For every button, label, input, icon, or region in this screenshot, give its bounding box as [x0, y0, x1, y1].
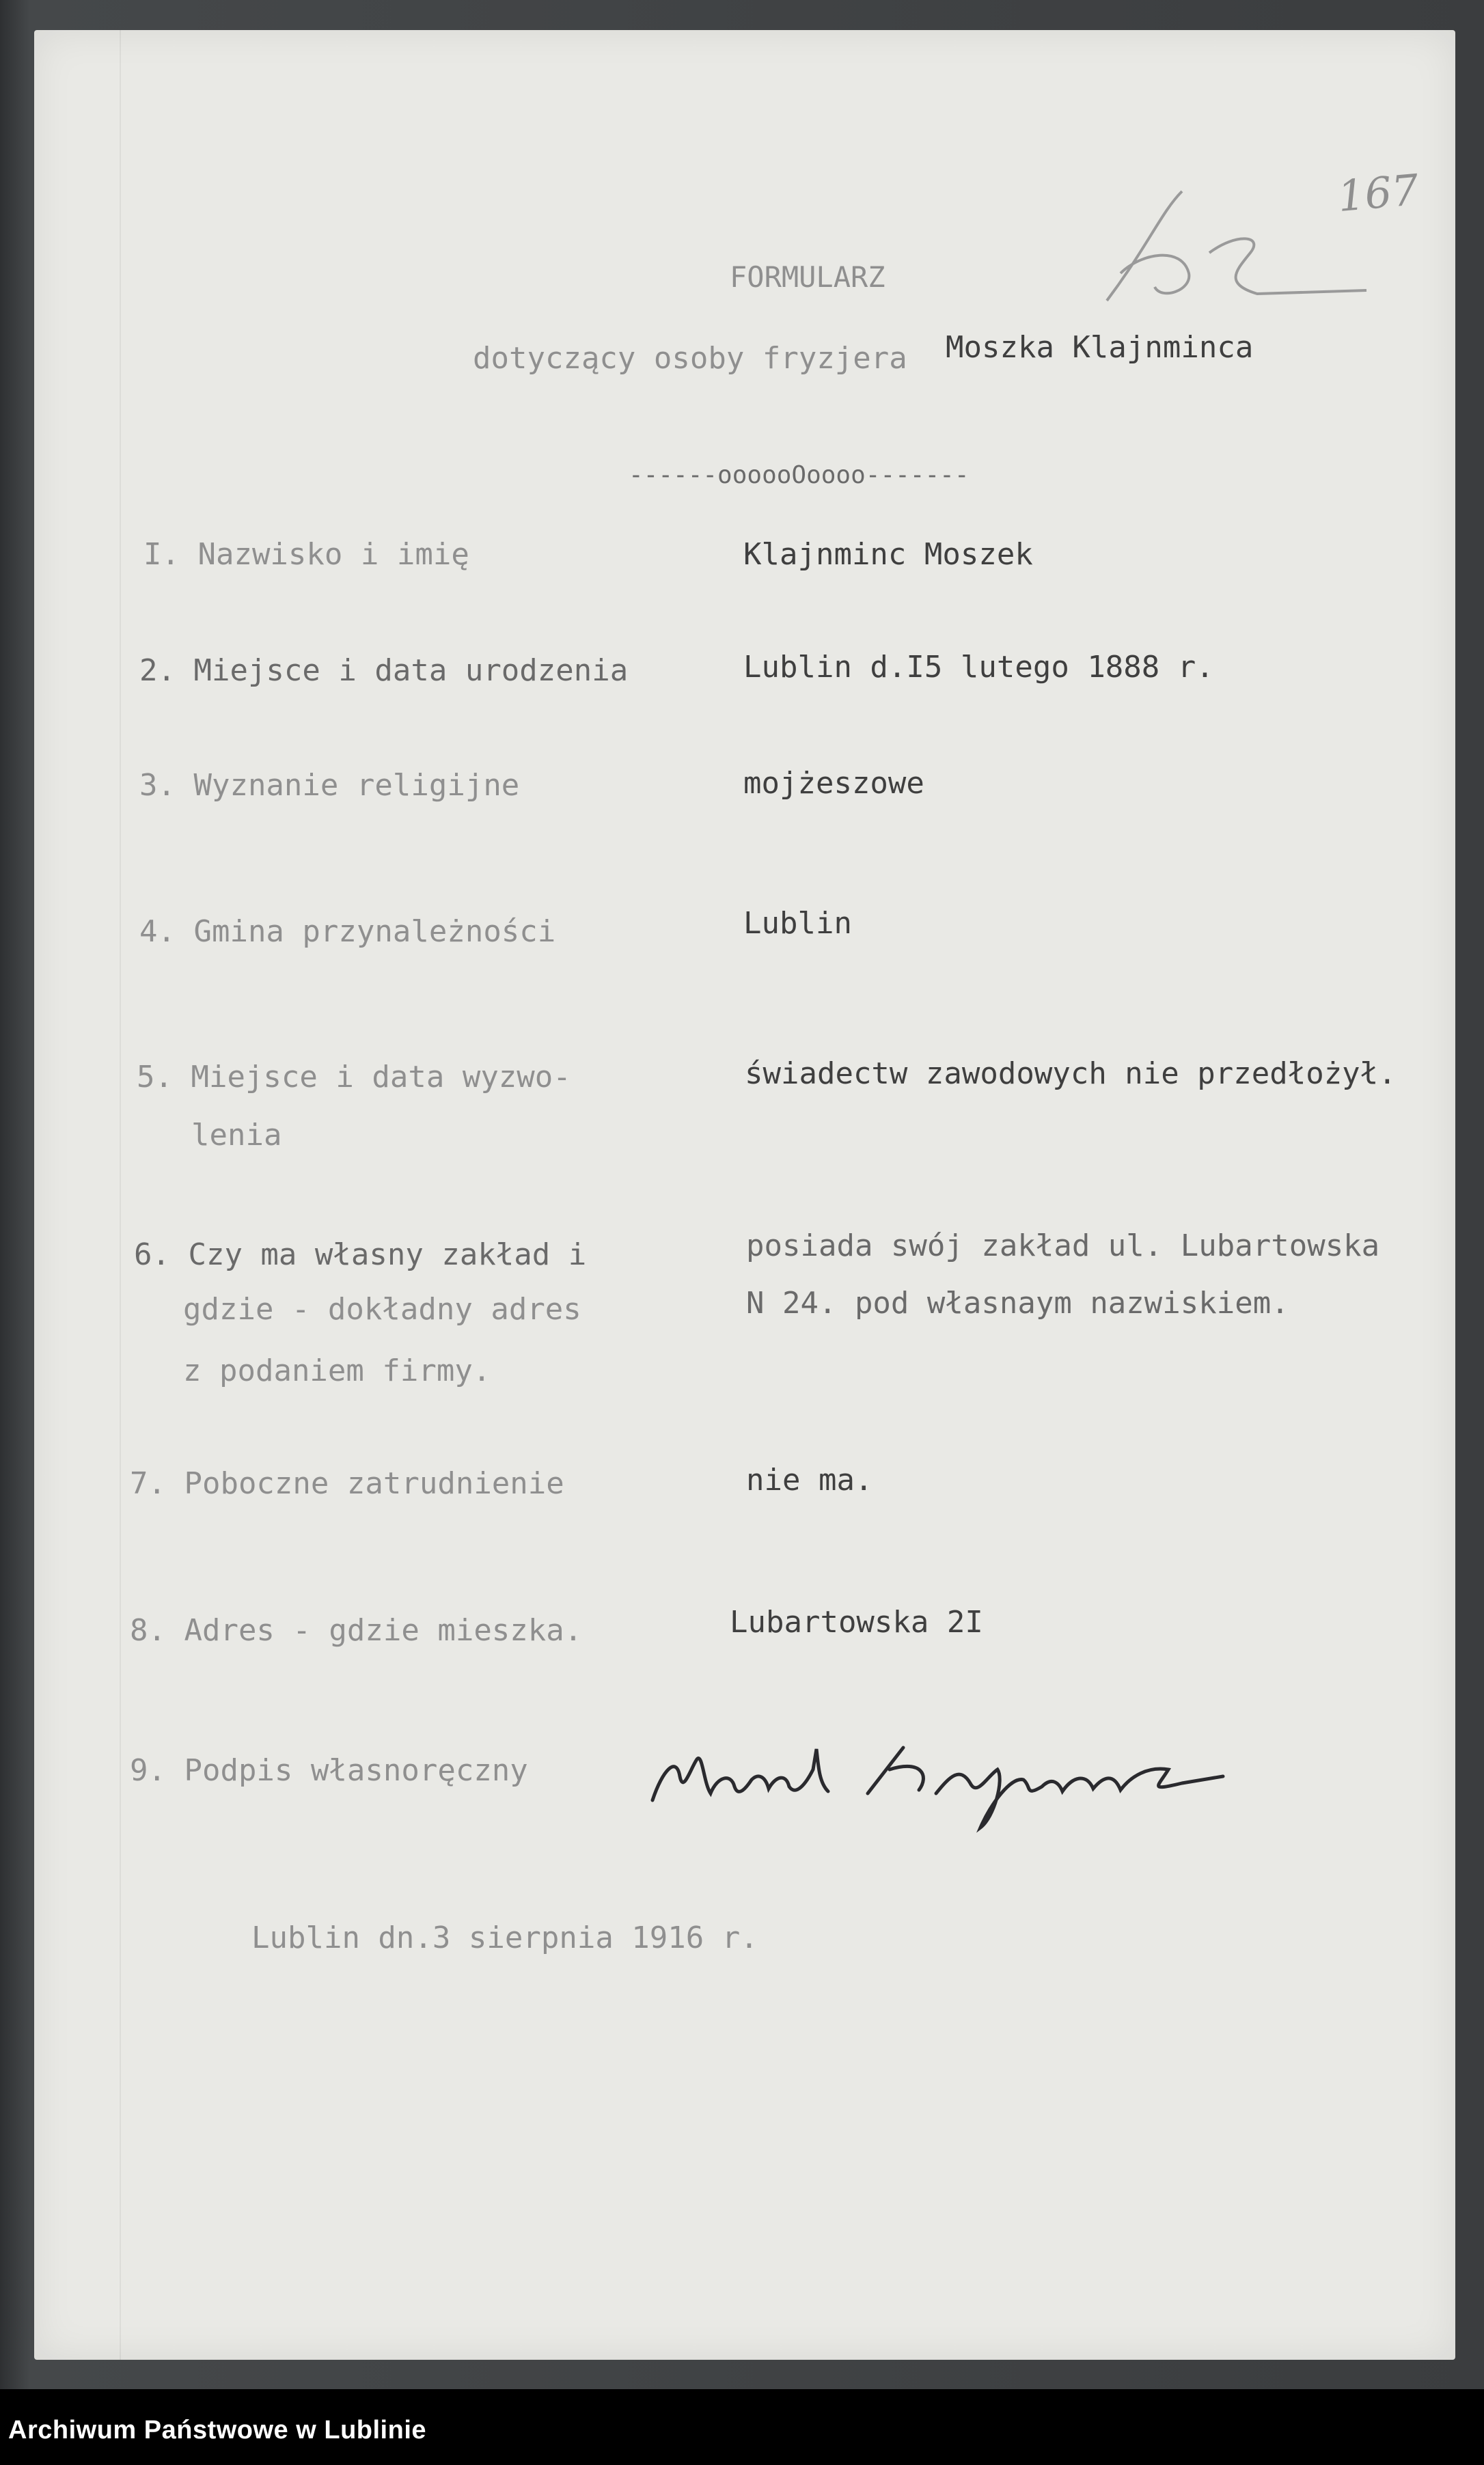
field-label-name: I. Nazwisko i imię	[143, 537, 469, 572]
field-value-business-line2: N 24. pod własnaym nazwiskiem.	[746, 1286, 1289, 1321]
field-label-emancipation-line2: lenia	[191, 1118, 282, 1153]
field-value-commune: Lublin	[743, 906, 852, 941]
field-value-birth: Lublin d.I5 lutego 1888 r.	[743, 650, 1214, 685]
date-line: Lublin dn.3 sierpnia 1916 r.	[251, 1920, 758, 1955]
field-value-name: Klajnminc Moszek	[743, 537, 1033, 572]
field-label-signature: 9. Podpis własnoręczny	[130, 1753, 528, 1788]
field-label-emancipation-line1: 5. Miejsce i data wyzwo-	[137, 1060, 571, 1094]
form-title: FORMULARZ	[730, 260, 885, 294]
field-label-business-line2: gdzie - dokładny adres	[183, 1292, 581, 1327]
field-value-religion: mojżeszowe	[743, 766, 924, 801]
field-label-religion: 3. Wyznanie religijne	[139, 768, 520, 803]
document-page	[34, 30, 1455, 2360]
separator-line: ------oooooOoooo-------	[629, 461, 970, 489]
field-value-address: Lubartowska 2I	[730, 1605, 983, 1640]
form-subtitle: dotyczący osoby fryzjera	[473, 341, 907, 376]
page-margin-shadow	[120, 30, 121, 2360]
handwritten-signature	[649, 1729, 1230, 1831]
field-label-address: 8. Adres - gdzie mieszka.	[130, 1613, 583, 1648]
archive-name: Archiwum Państwowe w Lublinie	[8, 2416, 427, 2445]
folio-number: 167	[1336, 164, 1421, 222]
field-label-birth: 2. Miejsce i data urodzenia	[139, 653, 629, 688]
field-label-business-line3: z podaniem firmy.	[183, 1353, 491, 1388]
field-value-side-job: nie ma.	[746, 1463, 873, 1498]
field-label-side-job: 7. Poboczne zatrudnienie	[130, 1466, 564, 1501]
field-label-commune: 4. Gmina przynależności	[139, 914, 556, 949]
field-label-business-line1: 6. Czy ma własny zakład i	[134, 1237, 587, 1272]
field-value-emancipation: świadectw zawodowych nie przedłożył.	[745, 1056, 1397, 1091]
subject-name: Moszka Klajnminca	[946, 330, 1254, 365]
field-value-business-line1: posiada swój zakład ul. Lubartowska	[746, 1228, 1380, 1263]
